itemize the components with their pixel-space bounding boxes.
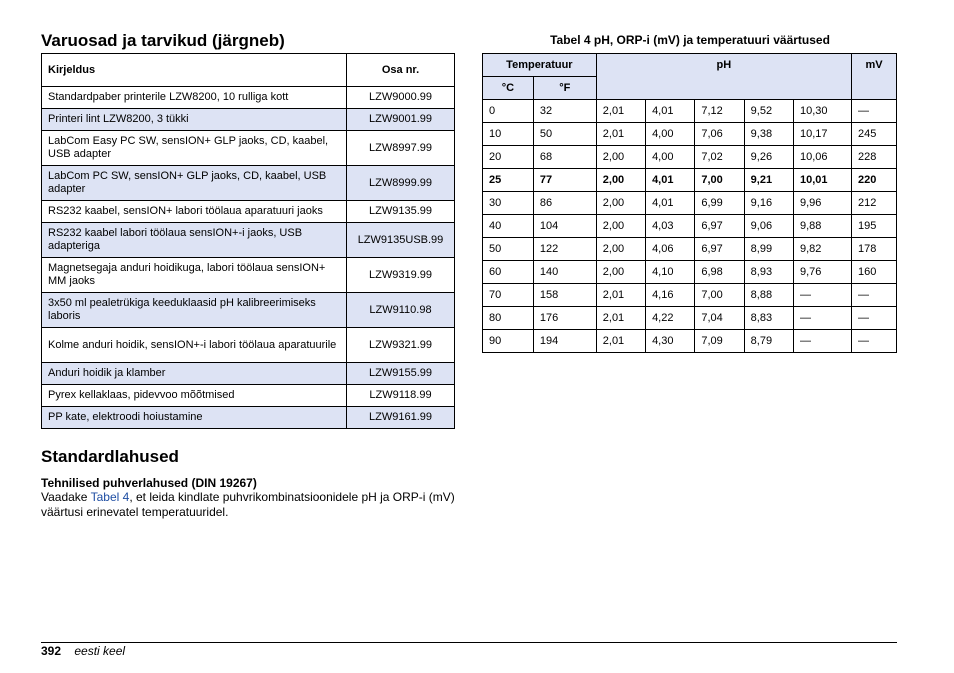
table-cell: 86	[533, 192, 596, 215]
table-cell: 50	[533, 123, 596, 146]
table-cell: 8,99	[744, 238, 793, 261]
table-cell: 10,01	[793, 169, 851, 192]
table-cell: 4,00	[646, 123, 695, 146]
table-cell: 60	[483, 261, 534, 284]
part-number: LZW9135.99	[347, 201, 455, 223]
table-cell: 140	[533, 261, 596, 284]
table-cell: 7,02	[695, 146, 744, 169]
table-cell: 228	[852, 146, 897, 169]
table-cell: 90	[483, 330, 534, 353]
table-row	[42, 385, 455, 407]
table-cell: 9,16	[744, 192, 793, 215]
table-cell: 20	[483, 146, 534, 169]
page-footer	[41, 644, 125, 658]
column-header-description: Kirjeldus	[42, 54, 347, 87]
table-cell: 10,30	[793, 100, 851, 123]
table-cell: 8,88	[744, 284, 793, 307]
table-row	[42, 363, 455, 385]
table-cell: 10	[483, 123, 534, 146]
table-row	[42, 223, 455, 258]
table-cell: 4,01	[646, 169, 695, 192]
table-row	[42, 87, 455, 109]
part-description: Standardpaber printerile LZW8200, 10 rulliga kott	[42, 87, 347, 109]
part-number: LZW9118.99	[347, 385, 455, 407]
table-row	[483, 215, 897, 238]
page-number: 392	[41, 644, 62, 658]
table-row	[483, 169, 897, 192]
table-cell: 4,01	[646, 100, 695, 123]
part-description: Pyrex kellaklaas, pidevvoo mõõtmised	[42, 385, 347, 407]
table-cell: 7,00	[695, 169, 744, 192]
table-cell: 176	[533, 307, 596, 330]
table-cell: 2,00	[596, 215, 645, 238]
table-row	[42, 328, 455, 363]
table-row	[483, 261, 897, 284]
table-row	[483, 146, 897, 169]
table-cell: 158	[533, 284, 596, 307]
table-cell: 6,99	[695, 192, 744, 215]
part-number: LZW9155.99	[347, 363, 455, 385]
table-cell: 4,10	[646, 261, 695, 284]
part-description: Magnetsegaja anduri hoidikuga, labori töölaua sensION+ MM jaoks	[42, 258, 347, 293]
table-cell: 8,93	[744, 261, 793, 284]
table-cell: 2,01	[596, 284, 645, 307]
header-fahrenheit: °F	[533, 77, 596, 100]
table-cell: 6,97	[695, 238, 744, 261]
table-cell: 2,01	[596, 330, 645, 353]
table-cell: 2,00	[596, 238, 645, 261]
part-description: Anduri hoidik ja klamber	[42, 363, 347, 385]
table-cell: 4,06	[646, 238, 695, 261]
table-cell: —	[852, 284, 897, 307]
table-cell: 9,38	[744, 123, 793, 146]
para-text-before: Vaadake	[41, 490, 91, 504]
table-cell: 194	[533, 330, 596, 353]
table-row	[483, 100, 897, 123]
table-cell: —	[852, 330, 897, 353]
part-number: LZW9319.99	[347, 258, 455, 293]
table-cell: 4,03	[646, 215, 695, 238]
table-cell: 4,22	[646, 307, 695, 330]
table-cell: 7,00	[695, 284, 744, 307]
temperature-table-body	[483, 100, 897, 353]
table-cell: 7,09	[695, 330, 744, 353]
table-caption: Tabel 4 pH, ORP-i (mV) ja temperatuuri väärtused	[550, 33, 830, 47]
header-ph: pH	[596, 54, 851, 100]
table-cell: 2,00	[596, 146, 645, 169]
table-row	[42, 109, 455, 131]
table-row	[483, 238, 897, 261]
table-cell: 8,79	[744, 330, 793, 353]
table-cell: 212	[852, 192, 897, 215]
footer-language: eesti keel	[74, 644, 126, 658]
table-row	[483, 284, 897, 307]
table-cell: 4,00	[646, 146, 695, 169]
table-cell: 104	[533, 215, 596, 238]
part-number: LZW9321.99	[347, 328, 455, 363]
part-number: LZW9110.98	[347, 293, 455, 328]
table-cell: 245	[852, 123, 897, 146]
table-cell: 220	[852, 169, 897, 192]
table-cell: 68	[533, 146, 596, 169]
table-row	[42, 258, 455, 293]
table-cell: 9,06	[744, 215, 793, 238]
para-text-after: , et leida kindlate puhvrikombinatsioonidele pH ja ORP-i (mV) väärtusi erinevatel temperatuuridel.	[41, 490, 455, 519]
table-cell: 4,16	[646, 284, 695, 307]
table-cell: 10,17	[793, 123, 851, 146]
table-cell: 7,06	[695, 123, 744, 146]
table-row	[483, 192, 897, 215]
table-cell: 2,00	[596, 192, 645, 215]
table-cell: 25	[483, 169, 534, 192]
section-title-spare-parts: Varuosad ja tarvikud (järgneb)	[41, 31, 285, 50]
part-number: LZW9135USB.99	[347, 223, 455, 258]
table-row	[42, 201, 455, 223]
table-cell: 9,52	[744, 100, 793, 123]
table-cell: 8,83	[744, 307, 793, 330]
table-row	[483, 123, 897, 146]
table-cell: 0	[483, 100, 534, 123]
table-cell: 9,76	[793, 261, 851, 284]
part-number: LZW8997.99	[347, 131, 455, 166]
table-cell: 30	[483, 192, 534, 215]
table-cell: 9,96	[793, 192, 851, 215]
table-row	[42, 293, 455, 328]
column-header-part-number: Osa nr.	[347, 54, 455, 87]
subsection-title-buffers: Tehnilised puhverlahused (DIN 19267)	[41, 476, 257, 490]
footer-divider	[41, 642, 897, 643]
table-cell: 2,01	[596, 123, 645, 146]
table-cell: 77	[533, 169, 596, 192]
section-title-standard-solutions: Standardlahused	[41, 447, 179, 466]
part-number: LZW9161.99	[347, 407, 455, 429]
table-cell: 2,01	[596, 100, 645, 123]
table-cell: 9,26	[744, 146, 793, 169]
table-cell: 4,30	[646, 330, 695, 353]
part-description: LabCom Easy PC SW, sensION+ GLP jaoks, CD, kaabel, USB adapter	[42, 131, 347, 166]
part-description: RS232 kaabel labori töölaua sensION+-i jaoks, USB adapteriga	[42, 223, 347, 258]
table-cell: 7,04	[695, 307, 744, 330]
table-cell: 40	[483, 215, 534, 238]
table-cell: 6,98	[695, 261, 744, 284]
temperature-table	[482, 53, 897, 353]
table-cell: 10,06	[793, 146, 851, 169]
table-cell: 9,82	[793, 238, 851, 261]
table-cell: —	[793, 307, 851, 330]
table-cell: 7,12	[695, 100, 744, 123]
table-row	[483, 330, 897, 353]
part-description: 3x50 ml pealetrükiga keeduklaasid pH kalibreerimiseks laboris	[42, 293, 347, 328]
body-paragraph	[41, 490, 461, 520]
part-description: PP kate, elektroodi hoiustamine	[42, 407, 347, 429]
table-cell: 80	[483, 307, 534, 330]
table-cell: 6,97	[695, 215, 744, 238]
table-cell: 2,01	[596, 307, 645, 330]
part-number: LZW9000.99	[347, 87, 455, 109]
table-cell: 160	[852, 261, 897, 284]
table-cell: —	[852, 100, 897, 123]
table-cell: —	[793, 330, 851, 353]
part-description: RS232 kaabel, sensION+ labori töölaua aparatuuri jaoks	[42, 201, 347, 223]
parts-table	[41, 53, 455, 429]
header-mv: mV	[852, 54, 897, 100]
table-cell: 9,21	[744, 169, 793, 192]
header-celsius: °C	[483, 77, 534, 100]
header-temperature: Temperatuur	[483, 54, 597, 77]
part-description: LabCom PC SW, sensION+ GLP jaoks, CD, kaabel, USB adapter	[42, 166, 347, 201]
table-cell: —	[852, 307, 897, 330]
table-4-link[interactable]: Tabel 4	[90, 490, 130, 504]
table-row	[483, 307, 897, 330]
table-cell: —	[793, 284, 851, 307]
table-cell: 32	[533, 100, 596, 123]
table-cell: 9,88	[793, 215, 851, 238]
table-row	[42, 131, 455, 166]
table-cell: 70	[483, 284, 534, 307]
table-cell: 178	[852, 238, 897, 261]
part-number: LZW8999.99	[347, 166, 455, 201]
table-cell: 50	[483, 238, 534, 261]
part-description: Kolme anduri hoidik, sensION+-i labori töölaua aparatuurile	[42, 328, 347, 363]
table-cell: 4,01	[646, 192, 695, 215]
part-number: LZW9001.99	[347, 109, 455, 131]
part-description: Printeri lint LZW8200, 3 tükki	[42, 109, 347, 131]
table-cell: 195	[852, 215, 897, 238]
table-cell: 2,00	[596, 261, 645, 284]
table-cell: 2,00	[596, 169, 645, 192]
table-cell: 122	[533, 238, 596, 261]
table-row	[42, 407, 455, 429]
table-row	[42, 166, 455, 201]
